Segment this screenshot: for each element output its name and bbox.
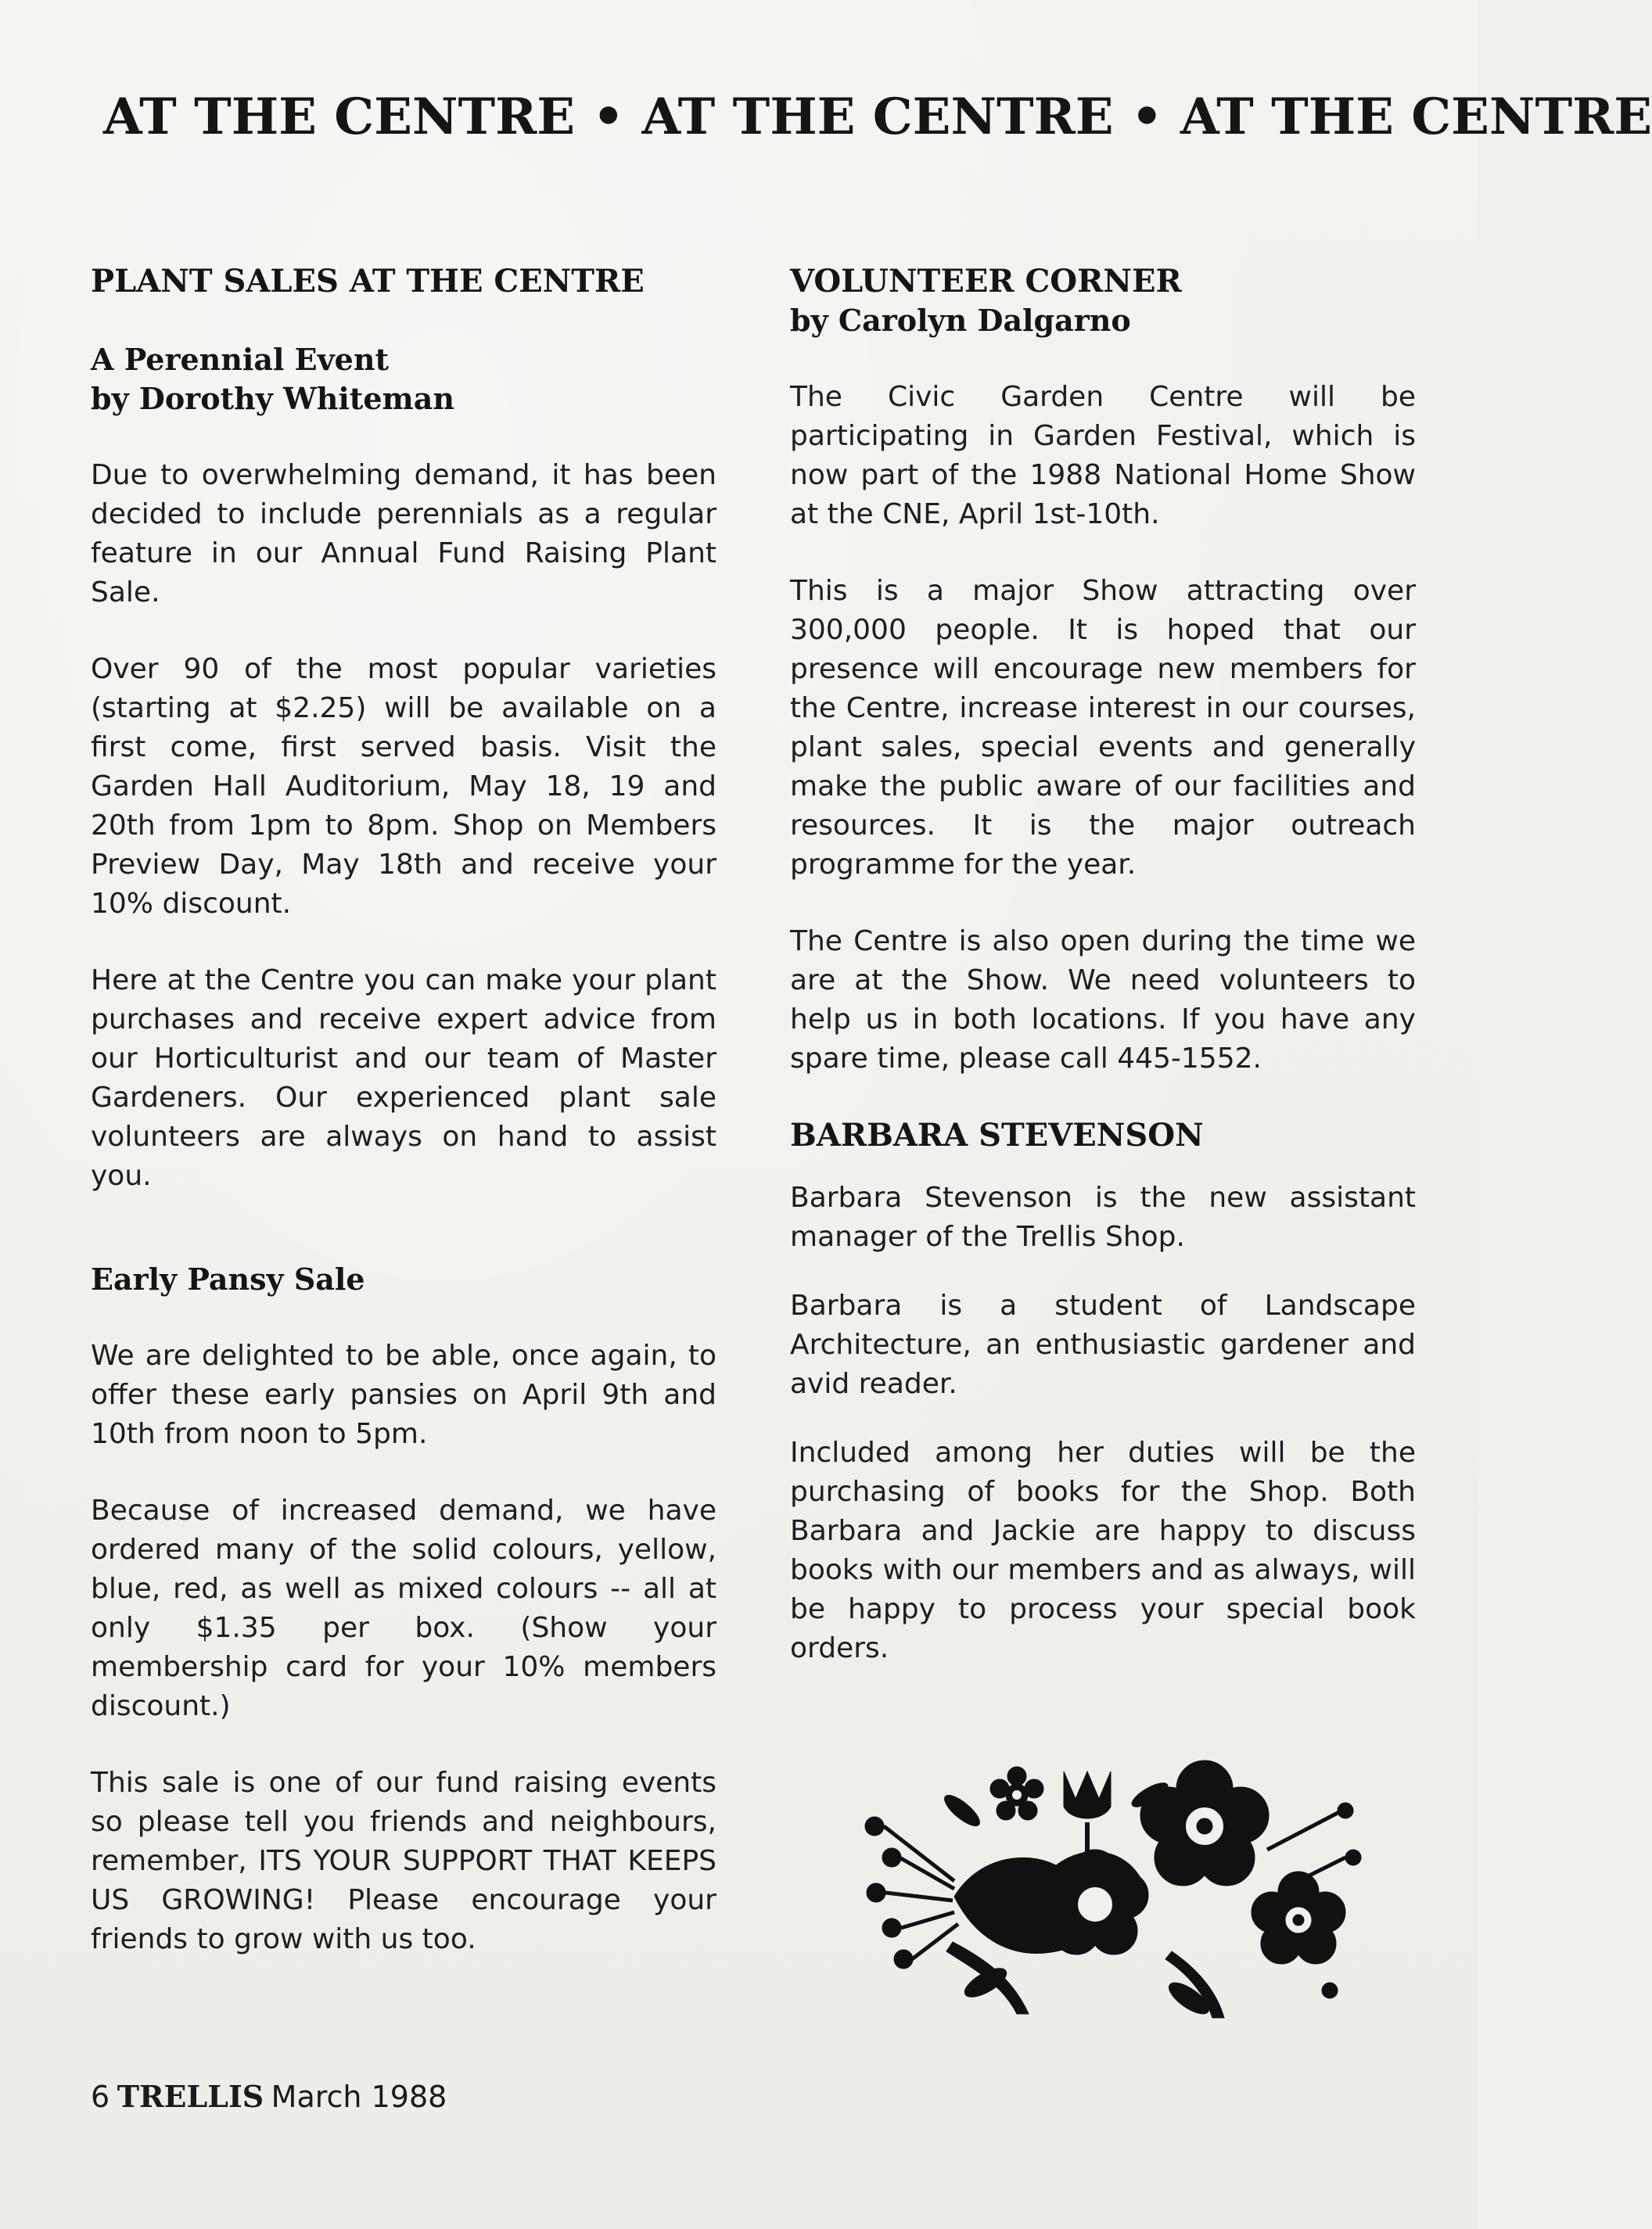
barbara-paragraph-2: Barbara is a student of Landscape Architecture, an enthusiastic gardener and avid reader. <box>790 1290 1416 1400</box>
perennial-event-subtitle: A Perennial Event <box>91 342 390 377</box>
plant-sales-paragraph-1: Due to overwhelming demand, it has been decided to include perennials as a regular feature in our Annual Fund Raising Plant Sale. <box>91 459 716 608</box>
plant-sales-paragraph-3: Here at the Centre you can make your plant purchases and receive expert advice from our Horticulturist and our team of Master Gardeners. Our experienced plant sale volunteers are always on hand to assist you. <box>91 964 716 1192</box>
plant-sales-title: PLANT SALES AT THE CENTRE <box>91 263 645 300</box>
perennial-event-byline: by Dorothy Whiteman <box>91 381 454 416</box>
pansy-sale-paragraph-1: We are delighted to be able, once again, to offer these early pansies on April 9th and 10th from noon to 5pm. <box>91 1340 716 1450</box>
page-header: AT THE CENTRE • AT THE CENTRE • AT THE CENTRE <box>103 88 1652 146</box>
barbara-paragraph-3: Included among her duties will be the purchasing of books for the Shop. Both Barbara and Jackie are happy to discuss books with our members and as always, will be happy to process your special book orders. <box>790 1437 1416 1664</box>
magazine-name: TRELLIS <box>117 2079 264 2114</box>
volunteer-paragraph-2: This is a major Show attracting over 300,000 people. It is hoped that our presence will encourage new members for the Centre, increase interest in our courses, plant sales, special events and generally make the public aware of our facilities and resources. It is the major outreach programme for the year. <box>790 575 1416 881</box>
flower-bouquet-icon <box>860 1764 1361 2022</box>
pansy-sale-title: Early Pansy Sale <box>91 1262 365 1297</box>
volunteer-paragraph-3: The Centre is also open during the time we are at the Show. We need volunteers to help us in both locations. If you have any spare time, please call 445-1552. <box>790 925 1416 1075</box>
page-number: 6 <box>91 2080 110 2114</box>
barbara-paragraph-1: Barbara Stevenson is the new assistant manager of the Trellis Shop. <box>790 1182 1416 1253</box>
volunteer-corner-title: VOLUNTEER CORNER <box>790 263 1182 300</box>
pansy-sale-paragraph-2: Because of increased demand, we have ordered many of the solid colours, yellow, blue, red, as well as mixed colours -- all at only $1.35 per box. (Show your membership card for your 10% members discount.) <box>91 1495 716 1722</box>
plant-sales-paragraph-2: Over 90 of the most popular varieties (starting at $2.25) will be available on a first come, first served basis. Visit the Garden Hall Auditorium, May 18, 19 and 20th from 1pm to 8pm. Shop on Members Preview Day, May 18th and receive your 10% discount. <box>91 653 716 920</box>
pansy-sale-paragraph-3: This sale is one of our fund raising events so please tell you friends and neighbours, remember, ITS YOUR SUPPORT THAT KEEPS US GROWING! Please encourage your friends to grow with us too. <box>91 1767 716 1955</box>
volunteer-paragraph-1: The Civic Garden Centre will be participating in Garden Festival, which is now part of the 1988 National Home Show at the CNE, April 1st-10th. <box>790 381 1416 530</box>
barbara-stevenson-title: BARBARA STEVENSON <box>790 1117 1204 1154</box>
right-column <box>790 262 1416 1668</box>
page-footer <box>91 2079 447 2115</box>
issue-date: March 1988 <box>271 2080 447 2114</box>
left-column <box>91 262 716 1959</box>
volunteer-corner-byline: by Carolyn Dalgarno <box>790 303 1131 338</box>
